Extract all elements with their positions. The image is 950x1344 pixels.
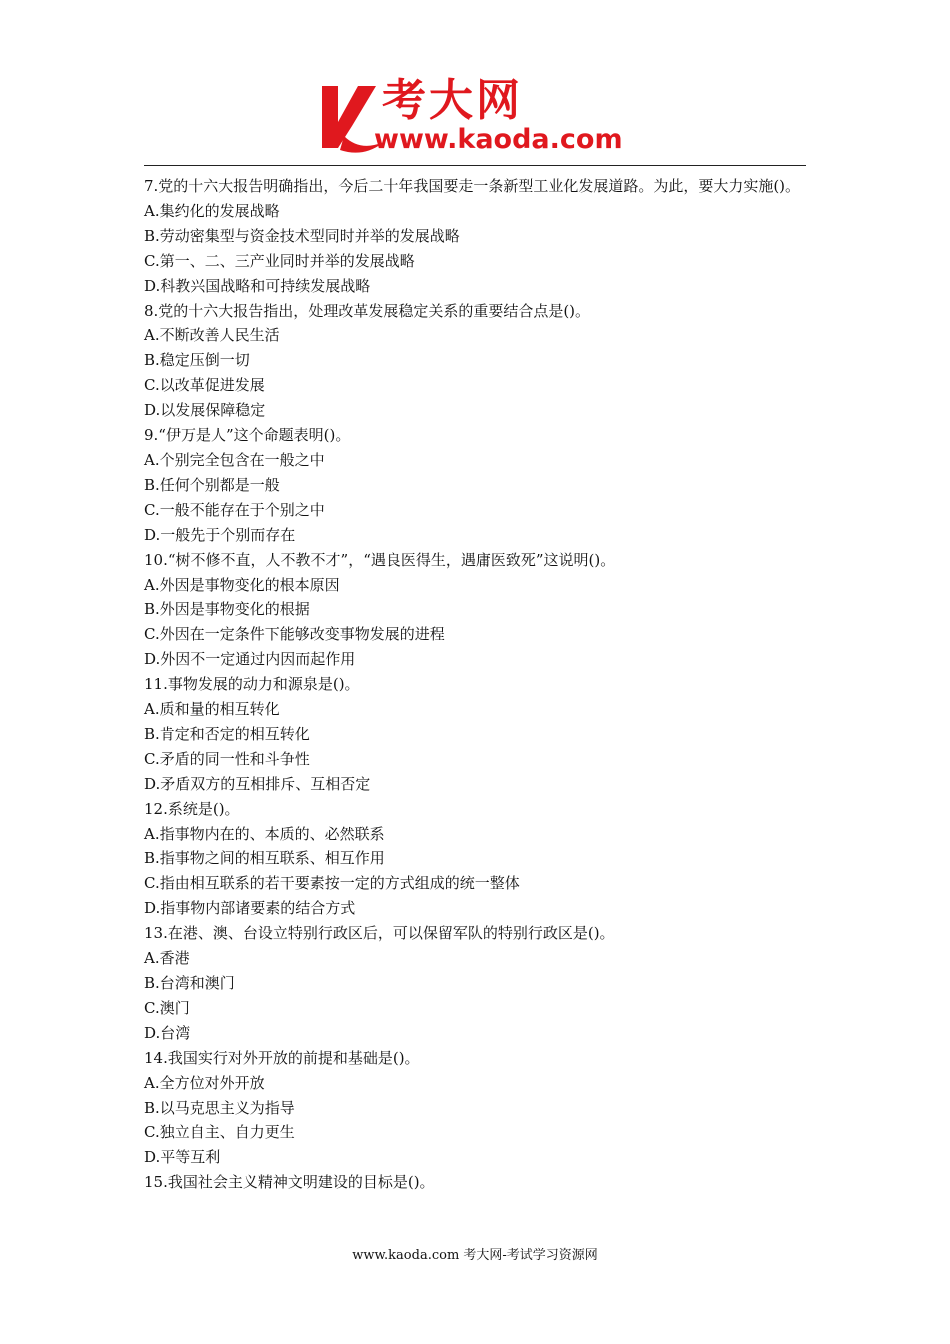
option-a: A.全方位对外开放 xyxy=(144,1073,265,1092)
option-c: C.以改革促进发展 xyxy=(144,376,265,395)
question-list xyxy=(144,174,808,1195)
option-c: C.第一、二、三产业同时并举的发展战略 xyxy=(144,251,415,270)
option-a: A.外因是事物变化的根本原因 xyxy=(144,575,340,594)
option-b: B.肯定和否定的相互转化 xyxy=(144,724,310,743)
question-11 xyxy=(144,672,808,797)
question-stem: 7.党的十六大报告明确指出，今后二十年我国要走一条新型工业化发展道路。为此，要大力实施()。 xyxy=(144,177,801,195)
question-stem: 15.我国社会主义精神文明建设的目标是()。 xyxy=(144,1173,435,1192)
option-b: B.任何个别都是一般 xyxy=(144,475,280,494)
option-a: A.不断改善人民生活 xyxy=(144,326,280,345)
option-c: C.独立自主、自力更生 xyxy=(144,1123,295,1142)
question-stem: 8.党的十六大报告指出，处理改革发展稳定关系的重要结合点是()。 xyxy=(144,301,591,320)
logo-brand-text: 考大网 xyxy=(382,75,523,126)
question-15 xyxy=(144,1170,808,1195)
option-d: D.矛盾双方的互相排斥、互相否定 xyxy=(144,774,371,793)
option-b: B.稳定压倒一切 xyxy=(144,351,250,370)
option-b: B.指事物之间的相互联系、相互作用 xyxy=(144,849,385,868)
question-stem: 14.我国实行对外开放的前提和基础是()。 xyxy=(144,1048,420,1067)
option-d: D.外因不一定通过内因而起作用 xyxy=(144,650,356,669)
option-a: A.集约化的发展战略 xyxy=(144,201,280,220)
question-13 xyxy=(144,921,808,1046)
option-c: C.指由相互联系的若干要素按一定的方式组成的统一整体 xyxy=(144,874,520,893)
question-stem: 13.在港、澳、台设立特别行政区后，可以保留军队的特别行政区是()。 xyxy=(144,924,615,943)
page-footer: www.kaoda.com 考大网-考试学习资源网 xyxy=(352,1248,598,1263)
option-a: A.个别完全包含在一般之中 xyxy=(144,450,325,469)
question-12 xyxy=(144,797,808,922)
question-9 xyxy=(144,423,808,548)
option-d: D.指事物内部诸要素的结合方式 xyxy=(144,899,356,918)
option-c: C.矛盾的同一性和斗争性 xyxy=(144,749,310,768)
option-b: B.台湾和澳门 xyxy=(144,974,235,992)
option-c: C.一般不能存在于个别之中 xyxy=(144,500,325,519)
question-10 xyxy=(144,548,808,673)
option-a: A.质和量的相互转化 xyxy=(144,700,280,719)
option-b: B.外因是事物变化的根据 xyxy=(144,600,310,619)
question-stem: 12.系统是()。 xyxy=(144,799,240,818)
option-c: C.澳门 xyxy=(144,998,190,1017)
question-7 xyxy=(144,174,808,299)
option-a: A.香港 xyxy=(144,949,190,968)
option-a: A.指事物内在的、本质的、必然联系 xyxy=(144,824,385,843)
option-d: D.平等互利 xyxy=(144,1148,221,1167)
question-stem: 9.“伊万是人”这个命题表明()。 xyxy=(144,426,351,445)
option-b: B.以马克思主义为指导 xyxy=(144,1098,295,1117)
question-8 xyxy=(144,299,808,424)
option-b: B.劳动密集型与资金技术型同时并举的发展战略 xyxy=(144,226,460,245)
option-d: D.台湾 xyxy=(144,1023,191,1042)
header-divider xyxy=(144,165,806,166)
question-stem: 11.事物发展的动力和源泉是()。 xyxy=(144,675,360,694)
option-d: D.科教兴国战略和可持续发展战略 xyxy=(144,276,371,295)
question-14 xyxy=(144,1046,808,1171)
option-d: D.以发展保障稳定 xyxy=(144,401,266,420)
kaoda-logo xyxy=(318,75,648,160)
option-d: D.一般先于个别而存在 xyxy=(144,525,296,544)
logo-url: www.kaoda.com xyxy=(374,124,623,155)
option-c: C.外因在一定条件下能够改变事物发展的进程 xyxy=(144,625,445,644)
question-stem: 10.“树不修不直，人不教不才”，“遇良医得生，遇庸医致死”这说明()。 xyxy=(144,550,616,569)
